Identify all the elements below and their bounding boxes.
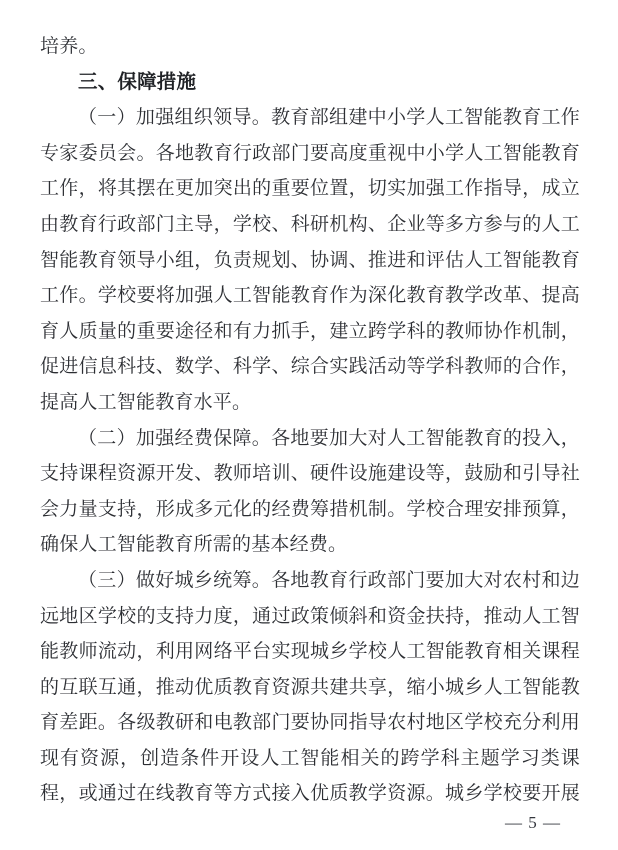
paragraph-line: 确保人工智能教育所需的基本经费。: [40, 534, 348, 556]
document-body: [40, 29, 580, 812]
continuation-line: 培养。: [40, 36, 98, 57]
page-number: — 5 —: [505, 813, 561, 832]
paragraph-line: 促进信息科技、数学、科学、综合实践活动等学科教师的合作，: [40, 356, 580, 378]
paragraph-line: （二）加强经费保障。各地要加大对人工智能教育的投入，: [78, 427, 580, 449]
paragraph-line: 支持课程资源开发、教师培训、硬件设施建设等，鼓励和引导社: [40, 463, 580, 485]
paragraph-line: 育人质量的重要途径和有力抓手，建立跨学科的教师协作机制，: [40, 320, 580, 342]
paragraph-line: （三）做好城乡统筹。各地教育行政部门要加大对农村和边: [78, 569, 580, 591]
paragraph-line: 智能教育领导小组，负责规划、协调、推进和评估人工智能教育: [40, 249, 580, 271]
paragraph-line: 提高人工智能教育水平。: [40, 391, 252, 413]
paragraph-line: 育差距。各级教研和电教部门要协同指导农村地区学校充分利用: [40, 712, 580, 734]
paragraph-line: 程，或通过在线教育等方式接入优质教学资源。城乡学校要开展: [40, 783, 580, 805]
paragraph-line: 现有资源，创造条件开设人工智能相关的跨学科主题学习类课: [40, 747, 580, 769]
paragraph-line: 会力量支持，形成多元化的经费筹措机制。学校合理安排预算，: [40, 498, 580, 520]
section-heading: 三、保障措施: [78, 70, 197, 93]
paragraph-line: 工作，将其摆在更加突出的重要位置，切实加强工作指导，成立: [40, 178, 580, 200]
paragraph-line: 工作。学校要将加强人工智能教育作为深化教育教学改革、提高: [40, 285, 580, 307]
paragraph-line: 的互联互通，推动优质教育资源共建共享，缩小城乡人工智能教: [40, 676, 580, 698]
paragraph-line: 由教育行政部门主导，学校、科研机构、企业等多方参与的人工: [40, 213, 580, 235]
paragraph-line: 远地区学校的支持力度，通过政策倾斜和资金扶持，推动人工智: [40, 605, 580, 627]
paragraph-line: （一）加强组织领导。教育部组建中小学人工智能教育工作: [78, 107, 580, 129]
paragraph-line: 能教师流动，利用网络平台实现城乡学校人工智能教育相关课程: [40, 641, 580, 663]
paragraph-line: 专家委员会。各地教育行政部门要高度重视中小学人工智能教育: [40, 142, 580, 164]
